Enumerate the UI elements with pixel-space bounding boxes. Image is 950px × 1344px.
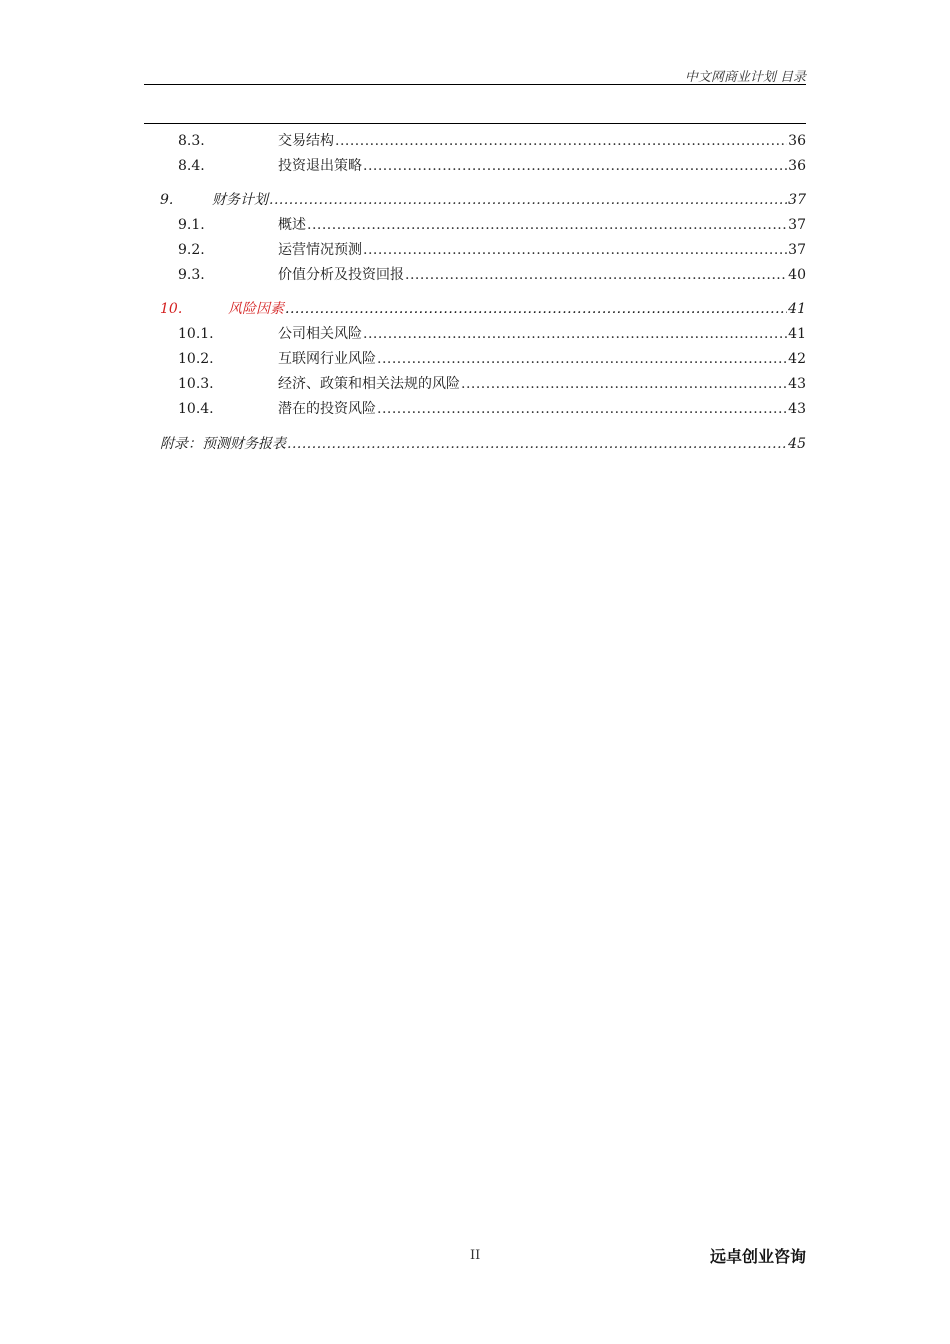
- toc-title: 互联网行业风险: [278, 351, 376, 367]
- toc-title: 经济、政策和相关法规的风险: [278, 376, 460, 392]
- toc-number: 9.1.: [178, 217, 205, 233]
- toc-title: 风险因素: [228, 301, 284, 317]
- toc-page: 43: [788, 376, 806, 392]
- toc-number: 10.: [160, 301, 183, 317]
- toc-number: 10.3.: [178, 376, 214, 392]
- toc-number: 8.4.: [178, 158, 205, 174]
- header-title: 中文网商业计划 目录: [684, 70, 806, 85]
- toc-leader: [461, 373, 787, 395]
- toc-page: 36: [788, 133, 806, 149]
- toc-leader: [377, 398, 787, 420]
- toc-entry-10-4[interactable]: [160, 398, 806, 420]
- toc-number: 8.3.: [178, 133, 205, 149]
- toc-leader: [377, 348, 787, 370]
- toc-page: 42: [788, 351, 806, 367]
- header-rule-secondary: [144, 123, 806, 124]
- toc-title: 交易结构: [278, 133, 334, 149]
- toc-page: 41: [788, 301, 806, 317]
- toc-entry-10[interactable]: [160, 298, 806, 320]
- page-number: II: [470, 1248, 481, 1263]
- toc-entry-10-1[interactable]: [160, 323, 806, 345]
- toc-leader: [363, 323, 787, 345]
- toc-page: 40: [788, 267, 806, 283]
- toc-page: 41: [788, 326, 806, 342]
- toc-title: 概述: [278, 217, 306, 233]
- toc-entry-10-2[interactable]: [160, 348, 806, 370]
- header-rule: [144, 84, 806, 85]
- toc-title: 投资退出策略: [278, 158, 362, 174]
- toc-number: 10.2.: [178, 351, 214, 367]
- toc-title: 财务计划: [212, 192, 268, 208]
- toc-number: 10.1.: [178, 326, 214, 342]
- toc-leader: [363, 155, 787, 177]
- toc-page: 37: [788, 217, 806, 233]
- toc-entry-9-2[interactable]: [160, 239, 806, 261]
- toc-title: 潜在的投资风险: [278, 401, 376, 417]
- toc-leader: [287, 433, 787, 455]
- toc-leader: [307, 214, 787, 236]
- toc-entry-appendix[interactable]: [160, 433, 806, 455]
- toc-entry-8-4[interactable]: [160, 155, 806, 177]
- toc-entry-10-3[interactable]: [160, 373, 806, 395]
- toc-page: 36: [788, 158, 806, 174]
- toc-number: 9.: [160, 192, 174, 208]
- toc-number: 9.2.: [178, 242, 205, 258]
- toc-leader: [335, 130, 787, 152]
- toc-entry-9-1[interactable]: [160, 214, 806, 236]
- toc-page: 37: [788, 242, 806, 258]
- toc-leader: [363, 239, 787, 261]
- toc-title: 价值分析及投资回报: [278, 267, 404, 283]
- toc-number: 10.4.: [178, 401, 214, 417]
- toc-page: 37: [788, 192, 806, 208]
- company-brand: 远卓创业咨询: [709, 1247, 806, 1266]
- toc-entry-9[interactable]: [160, 189, 806, 211]
- toc-leader: [405, 264, 787, 286]
- toc-title: 运营情况预测: [278, 242, 362, 258]
- toc-title: 公司相关风险: [278, 326, 362, 342]
- toc-page: 43: [788, 401, 806, 417]
- toc-page: 45: [788, 436, 806, 452]
- toc-entry-8-3[interactable]: [160, 130, 806, 152]
- toc-leader: [269, 189, 787, 211]
- toc-number: 9.3.: [178, 267, 205, 283]
- toc-entry-9-3[interactable]: [160, 264, 806, 286]
- toc-title: 附录：预测财务报表: [160, 436, 286, 452]
- toc-leader: [285, 298, 787, 320]
